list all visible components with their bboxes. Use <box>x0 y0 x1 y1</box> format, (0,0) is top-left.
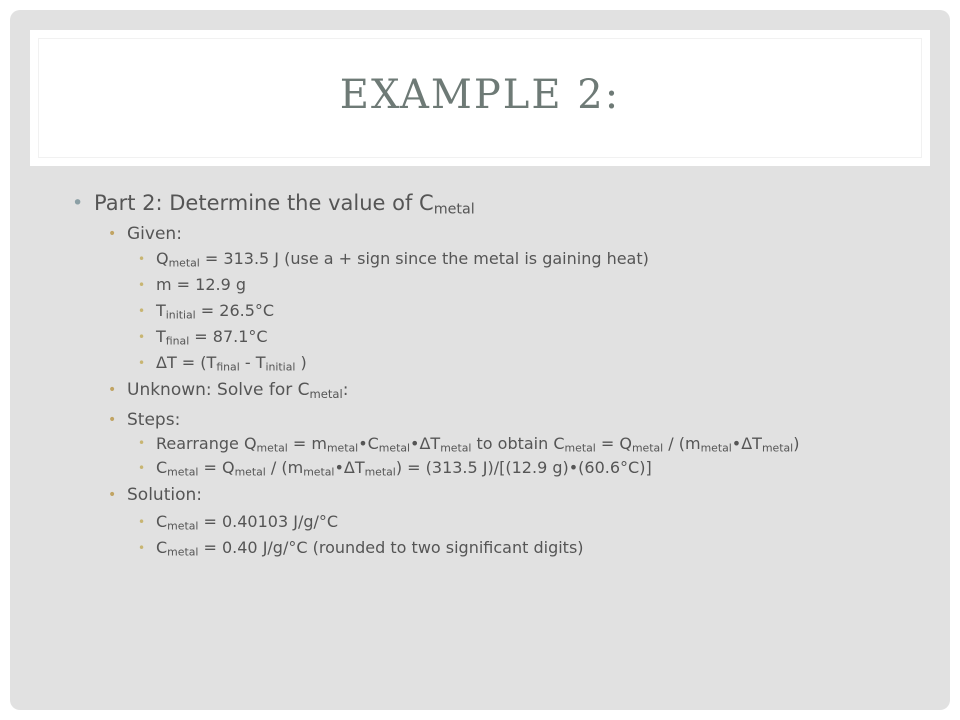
given-t-final <box>72 326 922 348</box>
bullet-dot: • <box>108 487 117 503</box>
bullet-dot: • <box>138 252 146 266</box>
step-calculate <box>72 457 922 479</box>
bullet-solution <box>72 483 922 507</box>
given-q-metal <box>72 248 922 270</box>
subscript-metal: metal <box>631 441 664 455</box>
unknown-colon: : <box>342 380 349 400</box>
slide-content <box>72 188 922 563</box>
subscript-final: final <box>165 334 190 348</box>
solution-rounded <box>72 537 922 559</box>
part2-text: Part 2: Determine the value of C <box>94 191 434 215</box>
bullet-dot: • <box>72 192 84 214</box>
delta-t-mid: - T <box>239 353 266 372</box>
step-rearrange <box>72 434 876 453</box>
given-mass <box>72 274 922 296</box>
bullet-dot: • <box>138 304 146 318</box>
subscript-metal: metal <box>167 545 199 559</box>
subscript-metal: metal <box>700 441 732 455</box>
step2-text: / (m <box>265 458 304 477</box>
bullet-dot: • <box>138 436 146 450</box>
subscript-metal: metal <box>167 519 199 533</box>
solution-exact-value: = 0.40103 J/g/°C <box>198 512 339 531</box>
step1-text: •ΔT <box>731 434 762 453</box>
subscript-metal: metal <box>168 256 200 270</box>
bullet-dot: • <box>138 515 146 529</box>
step1-text: Rearrange Q <box>156 434 257 453</box>
bullet-part2 <box>72 188 922 218</box>
t-symbol: T <box>156 301 166 320</box>
c-symbol: C <box>156 538 168 557</box>
subscript-metal: metal <box>433 201 475 218</box>
c-symbol: C <box>156 512 168 531</box>
subscript-metal: metal <box>378 441 411 455</box>
mass-value: m = 12.9 g <box>156 275 247 294</box>
q-symbol: Q <box>156 249 169 268</box>
steps-label: Steps: <box>127 410 181 430</box>
subscript-final: final <box>216 360 240 374</box>
step1-text: = Q <box>595 434 632 453</box>
solution-label: Solution: <box>127 485 202 505</box>
delta-t-end: ) <box>295 353 307 372</box>
subscript-metal: metal <box>303 465 335 479</box>
step2-text: •ΔT <box>334 458 365 477</box>
bullet-dot: • <box>138 461 146 475</box>
t-initial-value: = 26.5°C <box>195 301 275 320</box>
subscript-initial: initial <box>165 308 196 322</box>
solution-rounded-value: = 0.40 J/g/°C (rounded to two significant digits) <box>198 538 584 557</box>
given-label: Given: <box>127 224 182 244</box>
step2-text: = Q <box>198 458 235 477</box>
slide-title: EXAMPLE 2: <box>339 72 621 118</box>
step1-text: •C <box>358 434 379 453</box>
bullet-dot: • <box>138 356 146 370</box>
subscript-metal: metal <box>564 441 596 455</box>
subscript-metal: metal <box>761 441 794 455</box>
subscript-metal: metal <box>234 465 266 479</box>
step2-text: ) = (313.5 J)/[(12.9 g)•(60.6°C)] <box>395 458 652 477</box>
step1-text: •ΔT <box>410 434 441 453</box>
t-final-value: = 87.1°C <box>189 327 268 346</box>
t-symbol: T <box>156 327 166 346</box>
step1-text: = m <box>287 434 327 453</box>
unknown-text: Unknown: Solve for C <box>127 380 310 400</box>
bullet-dot: • <box>138 330 146 344</box>
step1-text: / (m <box>663 434 701 453</box>
step1-text: to obtain C <box>471 434 565 453</box>
subscript-initial: initial <box>265 360 296 374</box>
subscript-metal: metal <box>167 465 199 479</box>
subscript-metal: metal <box>364 465 396 479</box>
step2-text: C <box>156 458 168 477</box>
step1-text: ) <box>793 434 800 453</box>
bullet-dot: • <box>138 278 146 292</box>
bullet-dot: • <box>138 541 146 555</box>
subscript-metal: metal <box>309 386 343 401</box>
bullet-dot: • <box>108 226 117 242</box>
solution-exact <box>72 511 922 533</box>
bullet-unknown <box>72 378 922 402</box>
given-delta-t <box>72 352 922 374</box>
subscript-metal: metal <box>256 441 288 455</box>
given-t-initial <box>72 300 922 322</box>
bullet-given <box>72 222 922 246</box>
delta-t-prefix: ΔT = (T <box>156 353 217 372</box>
subscript-metal: metal <box>440 441 472 455</box>
bullet-steps <box>72 408 922 432</box>
q-value: = 313.5 J (use a + sign since the metal is gaining heat) <box>199 249 649 268</box>
bullet-dot: • <box>108 412 117 428</box>
subscript-metal: metal <box>326 441 359 455</box>
bullet-dot: • <box>108 382 117 398</box>
